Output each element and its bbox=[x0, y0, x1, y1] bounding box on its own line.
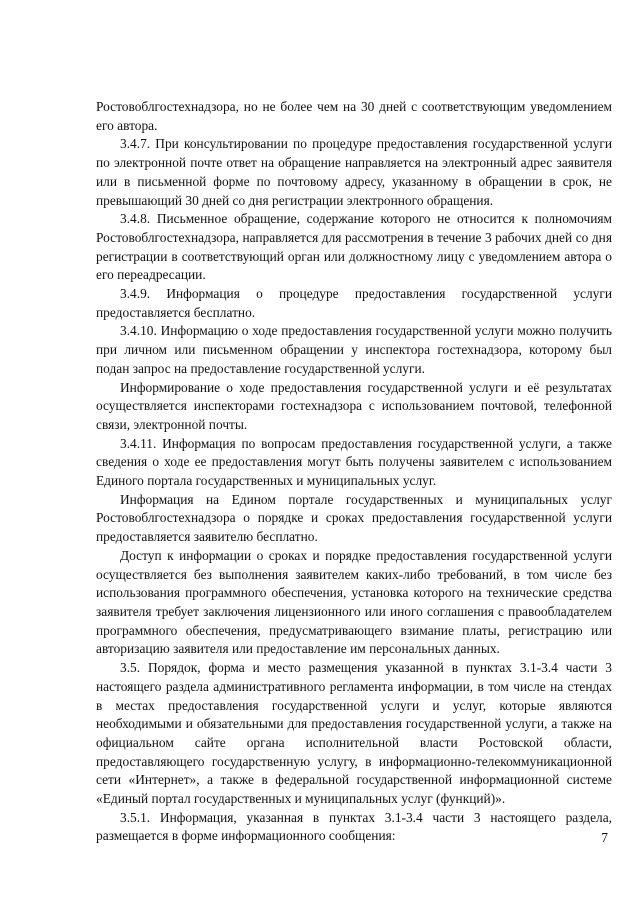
page-number: 7 bbox=[601, 830, 608, 845]
paragraph: 3.5. Порядок, форма и место размещения указанной в пунктах 3.1-3.4 части 3 настоящего раздела административного регламента информации, в том числе на стендах в местах предоставления государственной услуги и услуг, которые являются необходимыми и обязательными для предоставления государственной услуги, а также на официальном сайте органа исполнительной власти Ростовской области, предоставляющего государственную услугу, в информационно-телекоммуникационной сети «Интернет», а также в федеральной государственной информационной системе «Единый портал государственных и муниципальных услуг (функций)». bbox=[96, 660, 612, 807]
paragraph: Ростовоблгостехнадзора, но не более чем на 30 дней с соответствующим уведомлением его автора. bbox=[96, 99, 612, 133]
paragraph: Информация на Едином портале государственных и муниципальных услуг Ростовоблгостехнадзора о порядке и сроках предоставления государственной услуги предоставляется заявителю бесплатно. bbox=[96, 491, 612, 545]
paragraph: 3.4.8. Письменное обращение, содержание которого не относится к полномочиям Ростовоблгостехнадзора, направляется для рассмотрения в течение 3 рабочих дней со дня регистрации в соответствующий орган или должностному лицу с уведомлением автора о его переадресации. bbox=[96, 211, 612, 283]
document-body bbox=[96, 98, 612, 846]
paragraph: 3.4.7. При консультировании по процедуре предоставления государственной услуги по электронной почте ответ на обращение направляется на электронный адрес заявителя или в письменной форме по почтовому адресу, указанному в обращении в срок, не превышающий 30 дней со дня регистрации электронного обращения. bbox=[96, 136, 612, 208]
paragraph: Информирование о ходе предоставления государственной услуги и её результатах осуществляется инспекторами гостехнадзора с использованием почтовой, телефонной связи, электронной почты. bbox=[96, 379, 612, 432]
paragraph: 3.4.10. Информацию о ходе предоставления государственной услуги можно получить при личном или письменном обращении у инспектора гостехнадзора, которому был подан запрос на предоставление государственной услуги. bbox=[96, 323, 612, 376]
paragraph: Доступ к информации о сроках и порядке предоставления государственной услуги осуществляется без выполнения заявителем каких-либо требований, в том числе без использования программного обеспечения, установка которого на технические средства заявителя требует заключения лицензионного или иного соглашения с правообладателем программного обеспечения, предусматривающего взимание платы, регистрацию или авторизацию заявителя или предоставление им персональных данных. bbox=[96, 547, 612, 657]
paragraph: 3.4.11. Информация по вопросам предоставления государственной услуги, а также сведения о ходе ее предоставления могут быть получены заявителем с использованием Единого портала государственных и муниципальных услуг. bbox=[96, 435, 612, 489]
paragraph: 3.4.9. Информация о процедуре предоставления государственной услуги предоставляется бесплатно. bbox=[96, 286, 612, 320]
paragraph: 3.5.1. Информация, указанная в пунктах 3.1-3.4 части 3 настоящего раздела, размещается в форме информационного сообщения: bbox=[96, 809, 612, 844]
